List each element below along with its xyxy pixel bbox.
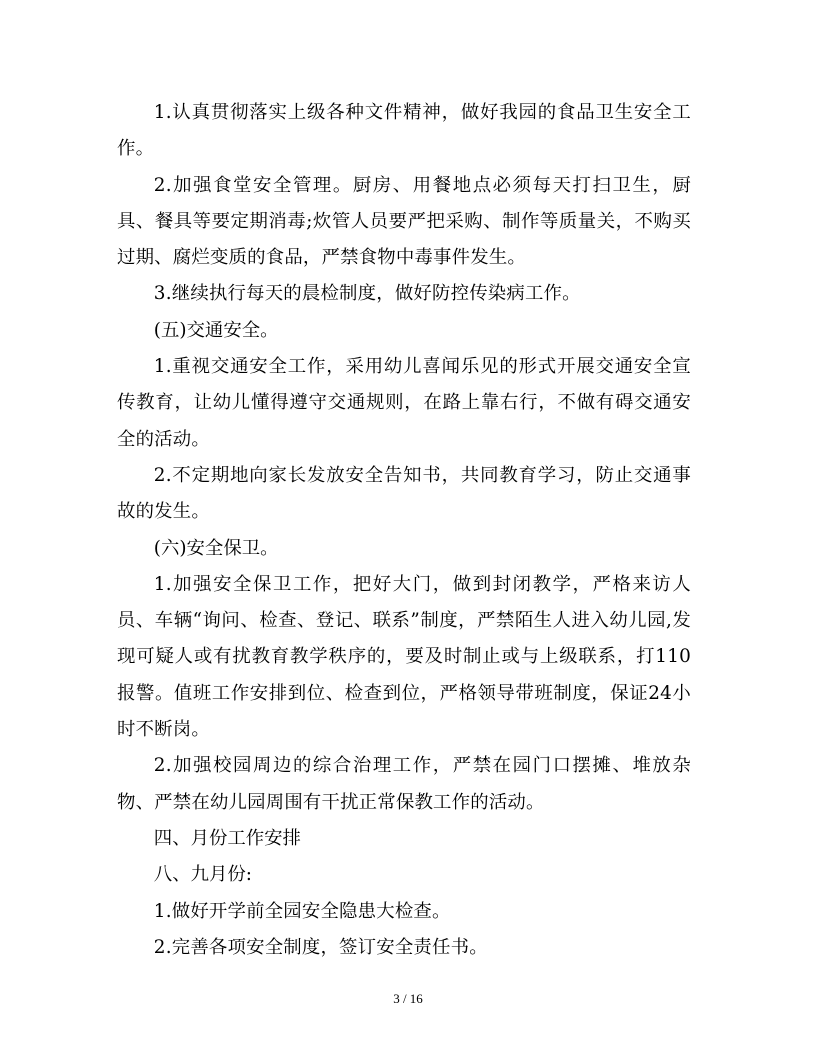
paragraph-aug-sep-2: 2.完善各项安全制度，签订安全责任书。 [153,936,488,958]
document-body [117,95,691,966]
paragraph-food-safety-1: 1.认真贯彻落实上级各种文件精神，做好我园的食品卫生安全工作。 [117,102,691,160]
paragraph-aug-sep-1: 1.做好开学前全园安全隐患大检查。 [153,900,451,922]
section-heading-traffic-safety: (五)交通安全。 [153,319,279,341]
paragraph-traffic-safety-2: 2.不定期地向家长发放安全告知书，共同教育学习，防止交通事故的发生。 [117,464,691,523]
section-heading-monthly-plan: 四、月份工作安排 [153,827,301,849]
subheading-aug-sep: 八、九月份: [153,864,252,886]
paragraph-food-safety-3: 3.继续执行每天的晨检制度，做好防控传染病工作。 [153,283,581,305]
paragraph-food-safety-2: 2.加强食堂安全管理。厨房、用餐地点必须每天打扫卫生，厨具、餐具等要定期消毒;炊管人员要严把采购、制作等质量关，不购买过期、腐烂变质的食品，严禁食物中毒事件发生。 [117,174,691,269]
section-heading-security: (六)安全保卫。 [153,537,279,559]
page-number: 3 / 16 [393,991,423,1006]
paragraph-traffic-safety-1: 1.重视交通安全工作，采用幼儿喜闻乐见的形式开展交通安全宣传教育，让幼儿懂得遵守交通规则，在路上靠右行，不做有碍交通安全的活动。 [117,356,691,450]
paragraph-security-2: 2.加强校园周边的综合治理工作，严禁在园门口摆摊、堆放杂物、严禁在幼儿园周围有干扰正常保教工作的活动。 [117,755,691,813]
paragraph-security-1: 1.加强安全保卫工作，把好大门，做到封闭教学，严格来访人员、车辆“询问、检查、登记、联系”制度，严禁陌生人进入幼儿园,发现可疑人或有扰教育教学秩序的，要及时制止或与上级联系，打110报警。值班工作安排到位、检查到位，严格领导带班制度，保证24小时不断岗。 [117,573,691,741]
